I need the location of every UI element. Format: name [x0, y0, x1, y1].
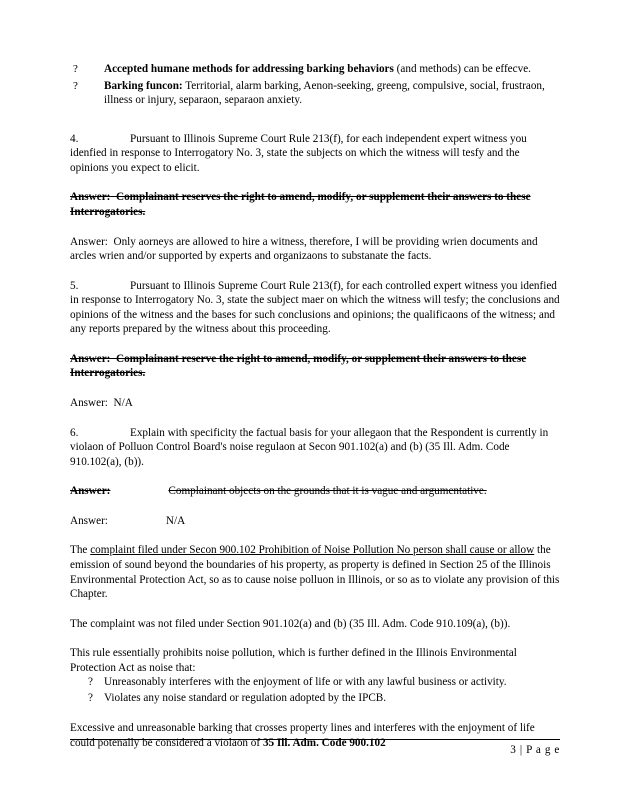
answer-text: Complainant reserve the right to amend, modify, or supplement their answers to these Interrogatories. — [70, 352, 527, 380]
interrogatory-6-struck-answer — [70, 484, 560, 499]
bullet-text: Unreasonably interferes with the enjoyment of life or with any lawful business or activity. — [104, 676, 507, 689]
item-number: 5. — [70, 279, 79, 292]
list-item — [70, 79, 560, 108]
interrogatory-5-struck-answer — [70, 352, 560, 381]
item-text: Explain with specificity the factual basis for your allegaon that the Respondent is currently in violaon of Polluon Control Board's noise regulaon at Secon 901.102(a) and (b) (35 Ill. Adm. Code 910.102(a), (b)). — [70, 426, 549, 468]
answer-label: Answer: — [70, 191, 111, 204]
answer-label: Answer: — [70, 397, 108, 409]
item-number: 4. — [70, 132, 79, 145]
bullet-rest: Territorial, alarm barking, Aenon-seeking, greeng, compulsive, social, frustraon, illness or injury, separaon, separaon anxiety. — [104, 79, 545, 107]
answer-text: N/A — [113, 397, 133, 409]
interrogatory-4-answer — [70, 235, 560, 264]
closing-paragraph-1 — [70, 543, 560, 601]
answer-label: Answer: — [70, 485, 111, 498]
page-footer — [70, 739, 560, 756]
bullet-rest: (and methods) can be effecve. — [393, 63, 531, 75]
item-number: 6. — [70, 426, 79, 439]
item-text: Pursuant to Illinois Supreme Court Rule 213(f), for each independent expert witness you idenfied in response to Interrogatory No. 3, state the subjects on which the witness will tesfy and the opinions you expect to elicit. — [70, 132, 527, 174]
bullet-marker: ? — [88, 676, 93, 689]
bullet-bold-lead: Accepted humane methods for addressing barking behaviors — [104, 63, 394, 75]
list-item — [70, 62, 560, 77]
interrogatory-4-struck-answer — [70, 190, 560, 219]
para-lead: The — [70, 544, 91, 557]
bullet-marker: ? — [88, 691, 93, 704]
para-underlined: complaint filed under Secon 900.102 Prohibition of Noise Pollution No person shall cause or allow — [90, 544, 535, 557]
closing-paragraph-2: The complaint was not filed under Section 901.102(a) and (b) (35 Ill. Adm. Code 910.109(a), (b)). — [70, 617, 511, 630]
list-item — [70, 691, 560, 706]
interrogatory-5-answer — [70, 396, 560, 411]
answer-text: Complainant reserves the right to amend, modify, or supplement their answers to these Interrogatories. — [70, 191, 531, 218]
closing-paragraph-3: This rule essentially prohibits noise pollution, which is further defined in the Illinois Environmental Protection Act as noise that: — [70, 647, 517, 674]
answer-text: Only aorneys are allowed to hire a witness, therefore, I will be providing wrien documents and arcles wrien and/or supported by experts and organizaons to substanate the facts. — [70, 235, 538, 263]
interrogatory-6-answer — [70, 514, 560, 529]
para-rest: the emission of sound beyond the boundaries of his property, as property is defined in Section 25 of the Illinois Environmental Protection Act, so as to cause noise polluon in Illinois, or so as to violate any provision of this Chapter. — [70, 544, 560, 601]
item-text: Pursuant to Illinois Supreme Court Rule 213(f), for each controlled expert witness you idenfied in response to Interrogatory No. 3, state the subject maer on which the witness will tesfy; the conclusions and opinions of the witness and the bases for such conclusions and opinions; the qualificaons of the witness; and any reports prepared by the witness about this proceeding. — [70, 279, 560, 336]
bullet-marker: ? — [73, 63, 78, 75]
answer-label: Answer: — [70, 514, 108, 527]
page-number: 3 | P a g e — [510, 744, 560, 756]
bullet-text: Violates any noise standard or regulation adopted by the IPCB. — [104, 691, 387, 704]
interrogatory-6-question — [70, 426, 560, 470]
footer-divider — [70, 739, 560, 740]
para-lead: Excessive and unreasonable barking that crosses property lines and interferes with the enjoyment of life could potenally be considered a violaon of — [70, 722, 535, 749]
interrogatory-5-question — [70, 279, 560, 337]
answer-text: N/A — [165, 514, 186, 527]
bullet-marker: ? — [73, 79, 78, 92]
interrogatory-4-question — [70, 132, 560, 176]
bullet-bold-lead: Barking funcon: — [104, 79, 183, 92]
top-bullet-list — [70, 62, 560, 108]
answer-label: Answer: — [70, 235, 108, 248]
closing-bullet-list — [70, 675, 560, 705]
answer-label: Answer: — [70, 352, 111, 365]
answer-text: Complainant objects on the grounds that it is vague and argumentative. — [168, 485, 487, 498]
para-bold-citation: 35 Ill. Adm. Code 900.102 — [262, 737, 386, 749]
list-item — [70, 675, 560, 690]
